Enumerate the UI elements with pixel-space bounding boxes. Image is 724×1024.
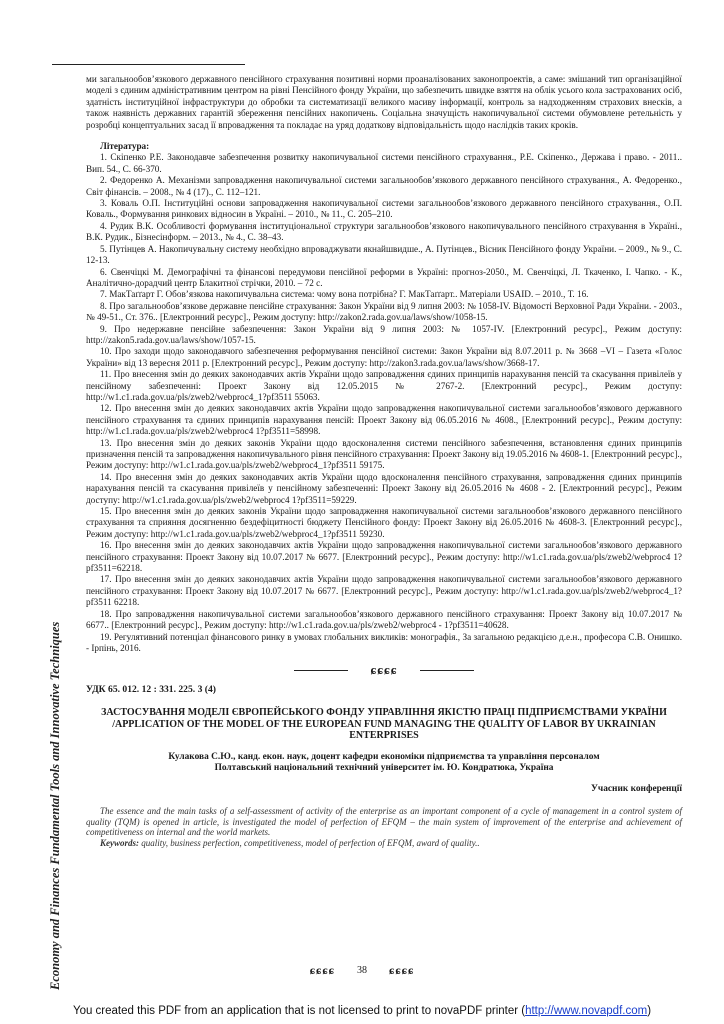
author-line: Кулакова С.Ю., канд. екон. наук, доцент кафедри економіки підприємства та управління персоналом [168,751,600,762]
ornament-icon: ɕɕɕɕ [309,963,335,977]
side-running-title: Economy and Finances Fundamental Tools and Innovative Techniques [48,621,62,990]
author-info [86,752,682,775]
reference-item: 18. Про запровадження накопичувальної системи загальнообов’язкового державного пенсійного страхування: Проект Закону від 10.07.2017 № 6677.. [Електронний ресурс]., Режим доступу: http://w1.c1.rada.gov.ua/pls/zweb2/webproc4 - 1?pf3511=40628. [86,608,682,631]
reference-item: 1. Скіпенко Р.Е. Законодавче забезпечення розвитку накопичувальної системи пенсійного страхування., Р.Е. Скіпенко., Держава і право. - 2011.. Вип. 54., С. 66-370. [86,152,682,174]
reference-item: 9. Про недержавне пенсійне забезпечення: Закон України від 9 липня 2003: № 1057-IV. [Електронний ресурс]., Режим доступу: http://zakon5.rada.gov.ua/laws/show/1057-15. [86,323,682,345]
intro-paragraph: ми загальнообов’язкового державного пенсійного страхування позитивні норми проаналізованих законопроектів, а саме: змішаний тип організаційної моделі з єдиним адміністративним центром на рівні Пенсійного фонду України, що забезпечить швидке взяття на облік усього кола застрахованих осіб, здатність інституційної інфраструктури до обробки та систематизації великого масиву інформації, контроль за надходженням страхових внесків, а також наявність державних гарантій збереження пенсійних накопичень. Соціальна значущість накопичувальної системи обумовлене ретельність у розробці концептуальних засад її впровадження та покладає на уряд додаткову відповідальність щодо наслідків таких кроків. [86,74,682,130]
reference-item: 19. Регулятивний потенціал фінансового ринку в умовах глобальних викликів: монографія., За загальною редакцією д.е.н., професора С.В. Онишко. - Ірпінь, 2016. [86,631,682,653]
top-rule [52,64,245,65]
reference-item: 10. Про заходи щодо законодавчого забезпечення реформування пенсійної системи: Закон України від 8.07.2011 р. № 3668 –VI – Газета «Голос України» від 13 вересня 2011 р. [Електронний ресурс]., Режим доступу: http://zakon3.rada.gov.ua/laws/show/3668-17. [86,346,682,368]
reference-item: 13. Про внесення змін до деяких законів України щодо вдосконалення системи пенсійного забезпечення, встановлення єдиних принципів призначення пенсій та запровадження накопичувального рівня пенсійного страхування: Проект Закону від 19.05.2016 № 4608-1. [Електронний ресурс]., Режим доступу: http://w1.c1.rada.gov.ua/pls/zweb2/webproc4_1?pf3511 59175. [86,437,682,471]
reference-item: 2. Федоренко А. Механізми запровадження накопичувальної системи загальнообов’язкового державного пенсійного страхування., А. Федоренко., Світ фінансів. – 2008., № 4 (17)., С. 112–121. [86,175,682,197]
reference-item: 11. Про внесення змін до деяких законодавчих актів України щодо запровадження єдиних принципів нарахування пенсій та скасування привілеїв у пенсійному забезпеченні: Проект Закону від 12.05.2015 № 2767-2. [Електронний ресурс]., Режим доступу: http://w1.c1.rada.gov.ua/pls/zweb2/webproc4_1?pf3511 55063. [86,369,682,402]
abstract: The essence and the main tasks of a self-assessment of activity of the enterprise as an important component of a cycle of management in a control system of quality (TQM) is opened in article, is investigated the model of perfection of EFQM – the main system of improvement of the enterprise and achievement of competitiveness on internal and the world markets. [86,805,682,838]
reference-item: 7. МакТаґґарт Г. Обов’язкова накопичувальна система: чому вона потрібна? Г. МакТаґґарт.. Матеріали USAID. – 2010., Т. 16. [100,289,589,300]
ornament-icon: ɕɕɕɕ [370,662,398,678]
reference-item: 8. Про загальнообов’язкове державне пенсійне страхування: Закон України від 9 липня 2003: № 1058-IV. Відомості Верховної Ради України. - 2003., № 49-51., Ст. 376.. [Електронний ресурс]., Режим доступу: http://zakon2.rada.gov.ua/laws/show/1058-15. [86,300,682,323]
reference-item: 14. Про внесення змін до деяких законодавчих актів України щодо вдосконалення пенсійного страхування, запровадження єдиних принципів нарахування пенсій та скасування привілеїв у пенсійному забезпеченні: Проект Закону від 26.05.2016 № 4608 - 2. [Електронний ресурс]., Режим доступу: http://w1.c1.rada.gov.ua/pls/zweb2/webproc4 1?pf3511=59229. [86,471,682,505]
keywords [86,838,682,849]
reference-item: 17. Про внесення змін до деяких законодавчих актів України щодо запровадження накопичувальної системи загальнообов’язкового державного пенсійного страхування: Проект Закону від 10.07.2017 № 6677. [Електронний ресурс]., Режим доступу: http://w1.c1.rada.gov.ua/pls/zweb2/webproc4_1?pf3511 62218. [86,574,682,608]
pdf-note-prefix: You created this PDF from an application that is not licensed to print to novaPDF printer ( [72,1005,526,1017]
novapdf-link[interactable]: http://www.novapdf.com [525,1005,648,1017]
page-content [86,74,682,849]
section-divider [86,662,682,678]
pdf-watermark-note [0,1005,724,1017]
page-number: 38 [357,965,367,976]
udc-code: УДК 65. 012. 12 : 331. 225. 3 (4) [86,683,216,695]
reference-list [86,152,682,654]
affiliation-line: Полтавський національний технічний університет ім. Ю. Кондратюка, Україна [214,763,554,774]
literature-heading: Література: [100,141,150,152]
reference-item: 16. Про внесення змін до деяких законодавчих актів України щодо запровадження накопичувальної системи загальнообов’язкового державного пенсійного страхування: Проект Закону від 10.07.2017 № 6677. [Електронний ресурс]., Режим доступу: http://w1.c1.rada.gov.ua/pls/zweb2/webproc4 1?pf3511=62218. [86,540,682,574]
reference-item: 3. Коваль О.П. Інституційні основи запровадження накопичувальної системи загальнообов’язкового державного пенсійного страхування., О.П. Коваль., Формування ринкових відносин в Україні. – 2010., № 11., С. 205–210. [86,198,682,220]
divider-line-left [294,670,348,671]
reference-item: 6. Свенчіцкі М. Демографічні та фінансові передумови пенсійної реформи в Україні: прогноз-2050., М. Свенчіцкі, Л. Ткаченко, І. Чапко. - К., Аналітично-дорадчий центр Блакитної стрічки, 2010. – 72 с. [86,266,682,288]
reference-item: 15. Про внесення змін до деяких законів України щодо запровадження накопичувальної системи загальнообов’язкового державного пенсійного страхування та сприяння досягненню бездефіцитності бюджету Пенсійного фонду: Проект Закону від 26.05.2016 № 4608-3. [Електронний ресурс]., Режим доступу: http://w1.c1.rada.gov.ua/pls/zweb2/webproc4_1?pf3511 59230. [86,506,682,539]
article-title: ЗАСТОСУВАННЯ МОДЕЛІ ЄВРОПЕЙСЬКОГО ФОНДУ УПРАВЛІННЯ ЯКІСТЮ ПРАЦІ ПІДПРИЄМСТВАМИ УКРАЇНИ /APPLICATION OF THE MODEL OF THE EUROPEAN FUND MANAGING THE QUALITY OF LABOR BY UKRAINIAN ENTERPRISES [101,707,667,742]
ornament-icon: ɕɕɕɕ [389,963,415,977]
participant-label: Учасник конференції [591,784,682,795]
page-footer [0,963,724,978]
pdf-note-suffix: ) [647,1005,652,1017]
keywords-text: quality, business perfection, competitiveness, model of perfection of EFQM, award of quality.. [139,838,480,849]
keywords-label: Keywords: [100,838,139,849]
reference-item: 4. Рудик В.К. Особливості формування інституціональної структури загальнообов’язкового накопичувального пенсійного страхування в Україні., В.К. Рудик., Бізнесінформ. – 2013., № 4., С. 38–43. [86,220,682,243]
divider-line-right [420,670,474,671]
reference-item: 12. Про внесення змін до деяких законодавчих актів України щодо запровадження накопичувальної системи загальнообов’язкового державного пенсійного страхування та єдиних принципів нарахування пенсій: Проект Закону від 06.05.2016 № 4608., [Електронний ресурс]., Режим доступу: http://w1.c1.rada.gov.ua/pls/zweb2/webproc4 1?pf3511=58998. [86,403,682,437]
reference-item: 5. Путінцев А. Накопичувальну систему необхідно впроваджувати якнайшвидше., А. Путінцев., Вісник Пенсійного фонду України. – 2009., № 9., С. 12-13. [86,243,682,266]
